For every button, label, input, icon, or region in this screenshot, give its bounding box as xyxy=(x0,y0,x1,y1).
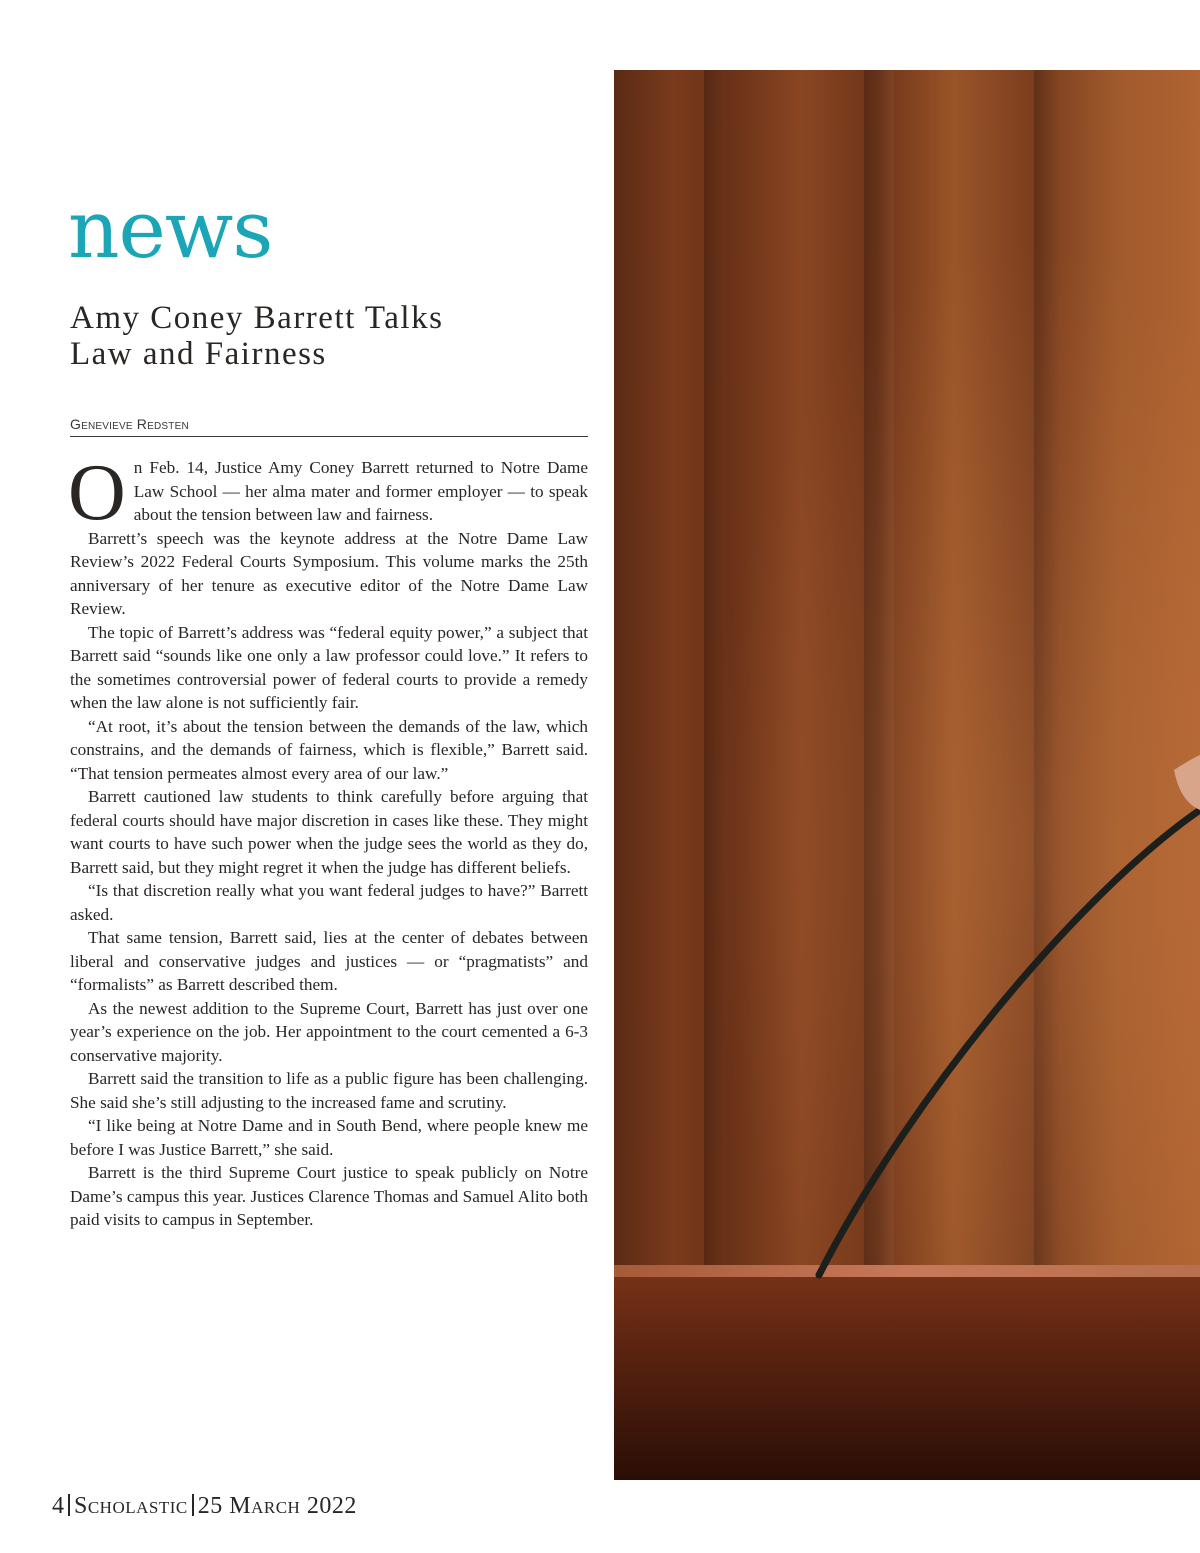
drop-cap: O xyxy=(68,449,126,537)
article-paragraph-8: As the newest addition to the Supreme Court, Barrett has just over one year’s experience on the job. Her appointment to the court cemented a 6-3 conservative majority. xyxy=(70,998,588,1065)
headline-line-2: Law and Fairness xyxy=(70,336,327,372)
article-paragraph-4: “At root, it’s about the tension between the demands of the law, which constrains, and the demands of fairness, which is flexible,” Barrett said. “That tension permeates almost every area of our law.” xyxy=(70,716,588,783)
article-paragraph-6: “Is that discretion really what you want federal judges to have?” Barrett asked. xyxy=(70,881,588,924)
page-number: 4 xyxy=(52,1493,64,1519)
article-body xyxy=(68,449,588,1232)
article-headline xyxy=(70,300,570,372)
headline-line-1: Amy Coney Barrett Talks xyxy=(70,300,444,336)
article-paragraph-9: Barrett said the transition to life as a public figure has been challenging. She said she’s still adjusting to the increased fame and scrutiny. xyxy=(70,1069,588,1112)
article-paragraph-3: The topic of Barrett’s address was “federal equity power,” a subject that Barrett said “sounds like one only a law professor could love.” It refers to the sometimes controversial power of federal courts to provide a remedy when the law alone is not sufficiently fair. xyxy=(70,622,588,712)
article-paragraph-7: That same tension, Barrett said, lies at the center of debates between liberal and conservative judges and justices — or “pragmatists” and “formalists” as Barrett described them. xyxy=(70,928,588,994)
microphone-stem xyxy=(819,810,1200,1275)
footer-separator xyxy=(68,1494,70,1516)
byline: Genevieve Redsten xyxy=(70,416,588,437)
paragraph-1-text: n Feb. 14, Justice Amy Coney Barrett returned to Notre Dame Law School — her alma mater and former employer — to speak about the tension between law and fairness. xyxy=(133,458,588,524)
article-paragraph-10: “I like being at Notre Dame and in South Bend, where people knew me before I was Justice Barrett,” she said. xyxy=(70,1116,588,1159)
article-paragraph-11: Barrett is the third Supreme Court justice to speak publicly on Notre Dame’s campus this year. Justices Clarence Thomas and Samuel Alito both paid visits to campus in September. xyxy=(70,1163,588,1229)
publication-name: Scholastic xyxy=(74,1493,188,1519)
issue-date: 25 March 2022 xyxy=(197,1493,357,1519)
article-paragraph-5: Barrett cautioned law students to think carefully before arguing that federal courts should have major discretion in cases like these. They might want courts to have such power when the judge sees the world as they do, Barrett said, but they might regret it when the judge has different beliefs. xyxy=(70,787,588,877)
microphone-graphic xyxy=(614,70,1200,1480)
page-footer xyxy=(52,1493,357,1520)
podium-photo xyxy=(614,70,1200,1480)
section-label: news xyxy=(68,183,273,276)
article-paragraph-2: Barrett’s speech was the keynote address at the Notre Dame Law Review’s 2022 Federal Courts Symposium. This volume marks the 25th anniversary of her tenure as executive editor of the Notre Dame Law Review. xyxy=(70,528,588,618)
hand-shape xyxy=(1174,755,1200,810)
footer-separator xyxy=(192,1494,194,1516)
article-paragraph-1 xyxy=(68,449,588,537)
